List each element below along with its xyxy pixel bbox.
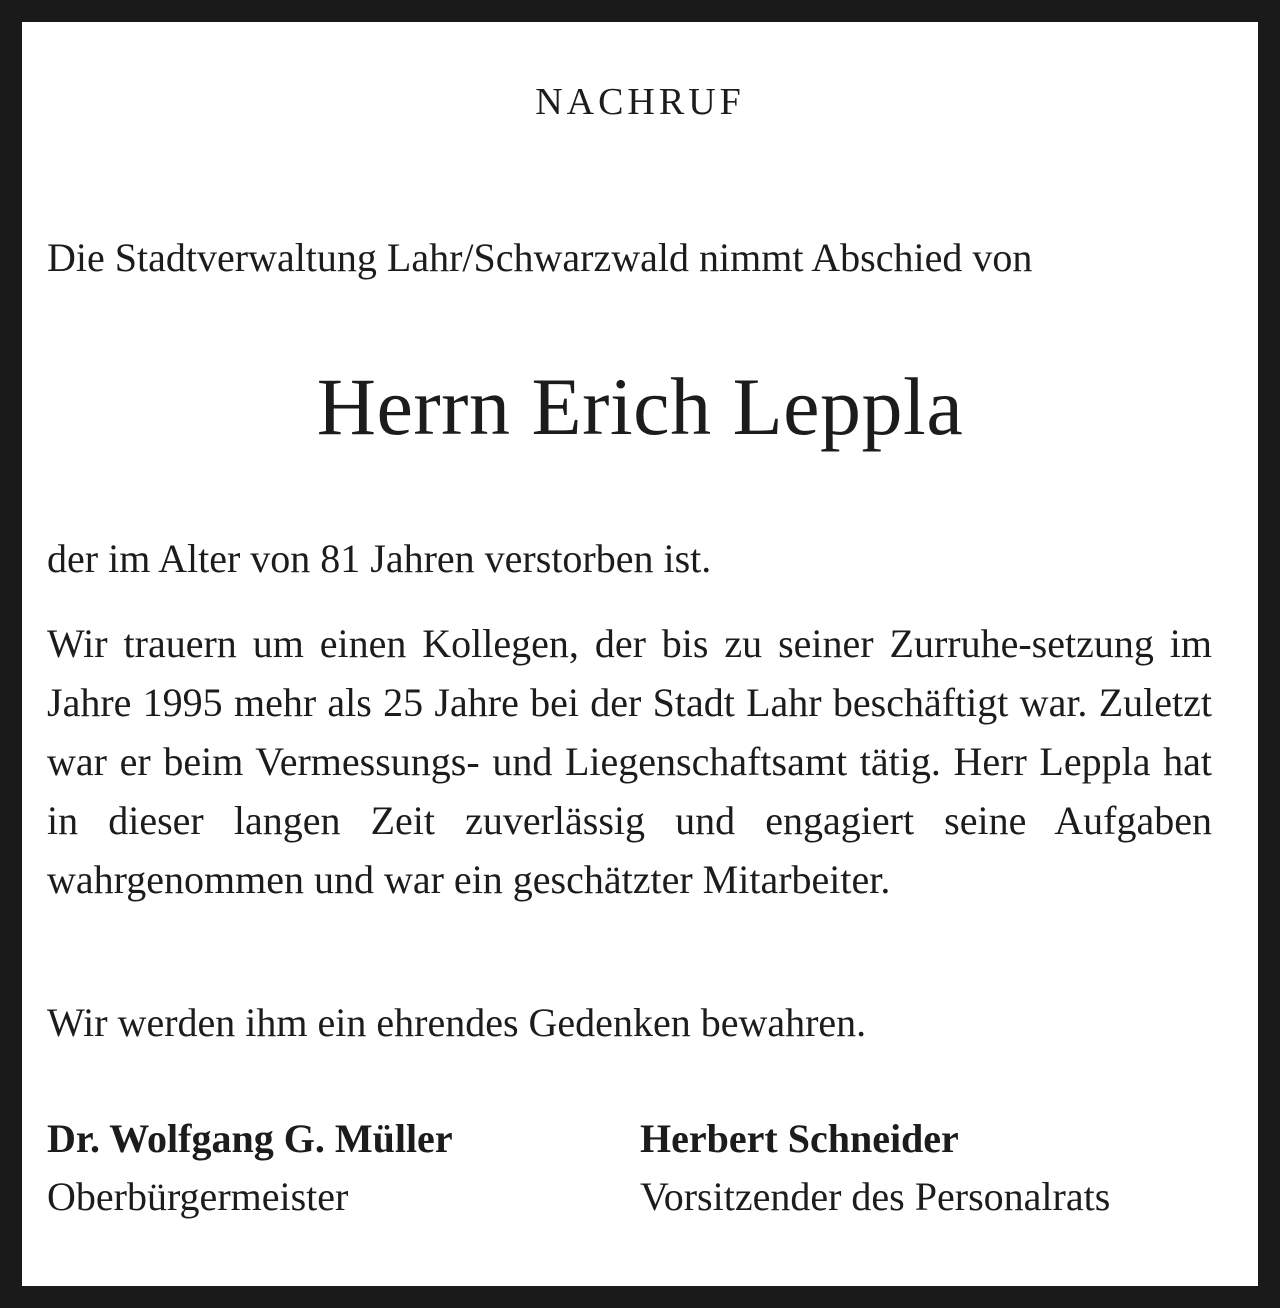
signature-block-mayor — [47, 1110, 453, 1226]
signature-block-staff-council — [640, 1110, 1110, 1226]
signatory-name: Herbert Schneider — [640, 1116, 959, 1161]
signatory-title: Vorsitzender des Personalrats — [640, 1174, 1111, 1219]
signatory-name: Dr. Wolfgang G. Müller — [47, 1116, 453, 1161]
notice-intro: Die Stadtverwaltung Lahr/Schwarzwald nimmt Abschied von — [47, 235, 1033, 280]
age-line: der im Alter von 81 Jahren verstorben ist. — [47, 536, 712, 581]
notice-body: Wir trauern um einen Kollegen, der bis zu seiner Zurruhe-setzung im Jahre 1995 mehr als 25 Jahre bei der Stadt Lahr beschäftigt war. Zuletzt war er beim Vermessungs- und Liegenschaftsamt tätig. Herr Leppla hat in dieser langen Zeit zuverlässig und engagiert seine Aufgaben wahrgenommen und war ein geschätzter Mitarbeiter. — [47, 621, 1212, 902]
deceased-name: Herrn Erich Leppla — [316, 361, 964, 452]
closing-line: Wir werden ihm ein ehrendes Gedenken bewahren. — [47, 1000, 867, 1045]
signatory-title: Oberbürgermeister — [47, 1174, 349, 1219]
notice-heading: NACHRUF — [535, 81, 745, 123]
